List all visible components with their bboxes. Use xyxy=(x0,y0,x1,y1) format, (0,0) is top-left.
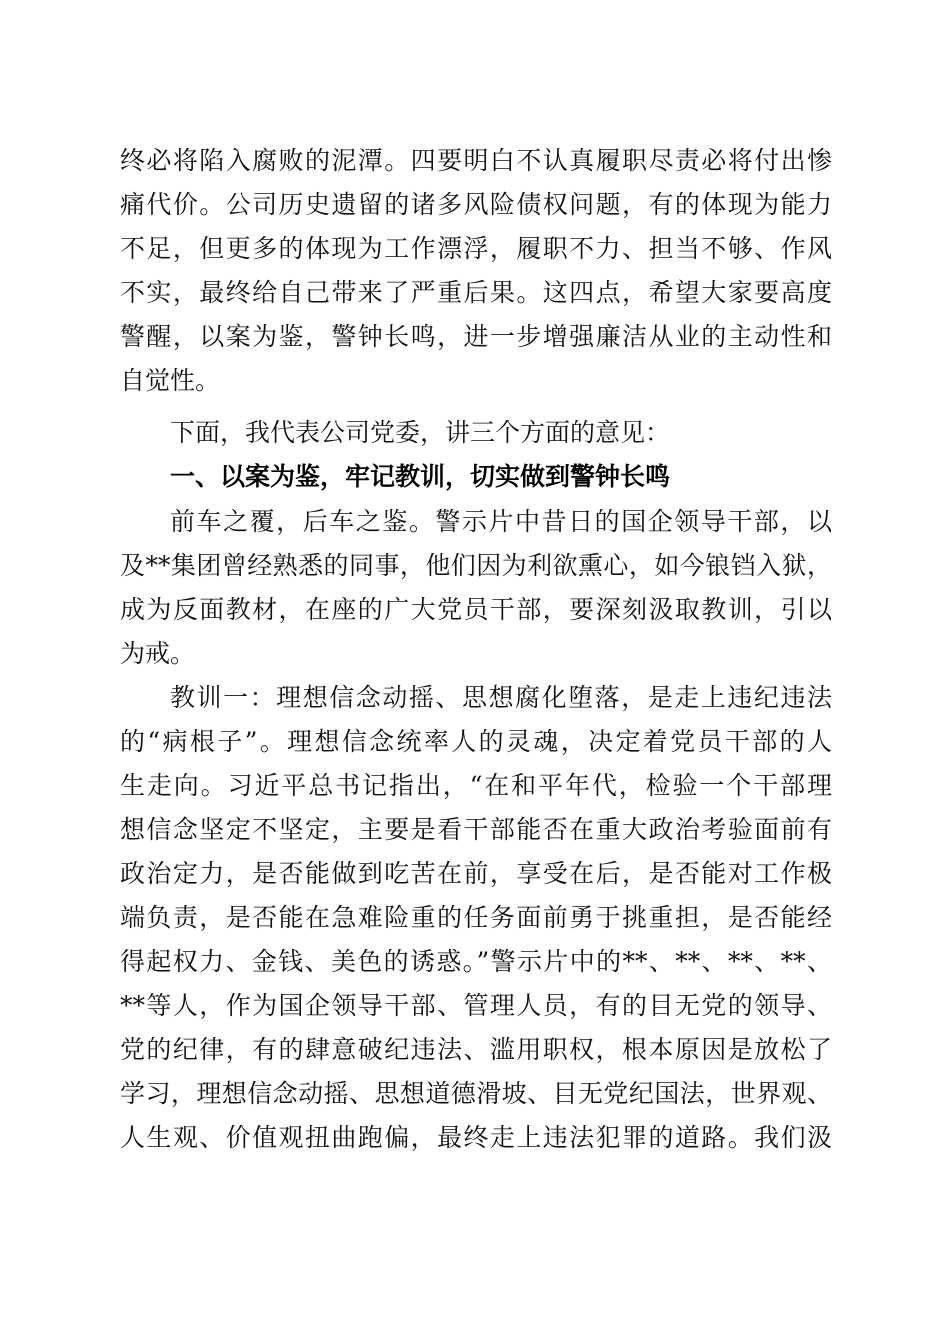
paragraph-first-line: 前车之覆，后车之鉴。警示片中昔日的国企领导干部，以 xyxy=(170,507,832,536)
paragraph-first-line: 下面，我代表公司党委，讲三个方面的意见： xyxy=(170,418,671,447)
body-text-line: 不实，最终给自己带来了严重后果。这四点，希望大家要高度 xyxy=(120,278,832,307)
body-text-line: 终必将陷入腐败的泥潭。四要明白不认真履职尽责必将付出惨 xyxy=(120,146,832,175)
body-text-line: 政治定力，是否能做到吃苦在前，享受在后，是否能对工作极 xyxy=(120,859,832,888)
paragraph-first-line: 教训一：理想信念动摇、思想腐化堕落，是走上违纪违法 xyxy=(170,683,832,712)
body-text-line: 及**集团曾经熟悉的同事，他们因为利欲熏心，如今锒铛入狱， xyxy=(120,551,832,580)
section-heading: 一、以案为鉴，牢记教训，切实做到警钟长鸣 xyxy=(170,462,671,491)
body-text-line: 成为反面教材，在座的广大党员干部，要深刻汲取教训，引以 xyxy=(120,595,832,624)
body-text-line: 的“病根子”。理想信念统率人的灵魂，决定着党员干部的人 xyxy=(120,727,832,756)
body-text-line: 不足，但更多的体现为工作漂浮，履职不力、担当不够、作风 xyxy=(120,234,832,263)
body-text-line: 警醒，以案为鉴，警钟长鸣，进一步增强廉洁从业的主动性和 xyxy=(120,322,832,351)
body-text-line: 想信念坚定不坚定，主要是看干部能否在重大政治考验面前有 xyxy=(120,815,832,844)
body-text-line: 学习，理想信念动摇、思想道德滑坡、目无党纪国法，世界观、 xyxy=(120,1079,832,1108)
body-text-line: 得起权力、金钱、美色的诱惑。”警示片中的**、**、**、**、 xyxy=(120,947,832,976)
body-text-line: 痛代价。公司历史遗留的诸多风险债权问题，有的体现为能力 xyxy=(120,190,832,219)
paragraph-last-line: 自觉性。 xyxy=(120,366,221,395)
body-text-line: 生走向。习近平总书记指出，“在和平年代，检验一个干部理 xyxy=(120,771,832,800)
body-text-line: 端负责，是否能在急难险重的任务面前勇于挑重担，是否能经 xyxy=(120,903,832,932)
body-text-line: **等人，作为国企领导干部、管理人员，有的目无党的领导、 xyxy=(120,991,832,1020)
body-text-line: 人生观、价值观扭曲跑偏，最终走上违法犯罪的道路。我们汲 xyxy=(120,1123,832,1152)
body-text-line: 党的纪律，有的肆意破纪违法、滥用职权，根本原因是放松了 xyxy=(120,1035,832,1064)
paragraph-last-line: 为戒。 xyxy=(120,639,196,668)
